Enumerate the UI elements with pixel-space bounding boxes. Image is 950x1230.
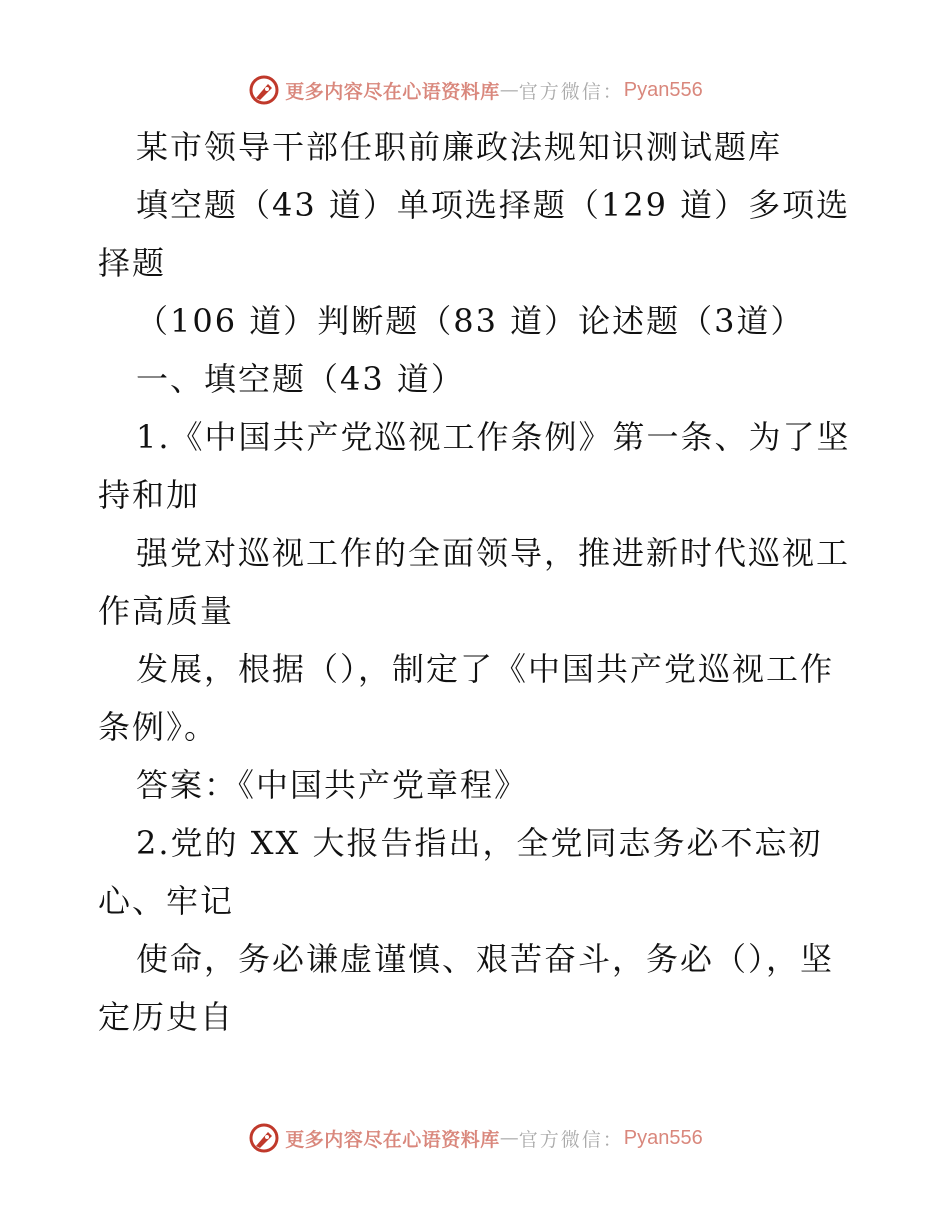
watermark-separator: — <box>499 79 519 101</box>
document-title: 某市领导干部任职前廉政法规知识测试题库 <box>136 128 783 166</box>
question-types-summary-continued: （106 道）判断题（83 道）论述题（3道） <box>136 302 805 340</box>
watermark-header <box>0 70 950 110</box>
watermark-wechat-id: Pyan556 <box>623 1126 703 1149</box>
question-types-summary: 填空题（43 道）单项选择题（129 道）多项选择题 <box>98 186 851 282</box>
question-2-continued: 使命，务必谦虚谨慎、艰苦奋斗，务必（），坚定历史自 <box>98 940 835 1036</box>
watermark-wechat-label: 官方微信： <box>518 1128 624 1151</box>
pen-nib-logo-icon <box>247 73 281 107</box>
question-2: 2.党的 XX 大报告指出，全党同志务必不忘初心、牢记 <box>98 824 823 920</box>
question-1: 1.《中国共产党巡视工作条例》第一条、为了坚持和加 <box>98 418 851 514</box>
pen-nib-logo-icon <box>247 1121 281 1155</box>
watermark-footer <box>0 1118 950 1158</box>
watermark-separator: — <box>499 1127 519 1149</box>
watermark-brand: 更多内容尽在心语资料库 <box>285 80 500 103</box>
answer-1: 答案：《中国共产党章程》 <box>136 766 529 804</box>
watermark-wechat-label: 官方微信： <box>518 80 624 103</box>
watermark-wechat-id: Pyan556 <box>623 78 703 101</box>
document-body <box>98 118 858 1046</box>
watermark-brand: 更多内容尽在心语资料库 <box>285 1128 500 1151</box>
section-heading: 一、填空题（43 道） <box>136 360 465 398</box>
question-1-continued-2: 发展，根据（），制定了《中国共产党巡视工作条例》。 <box>98 650 835 746</box>
question-1-continued: 强党对巡视工作的全面领导，推进新时代巡视工作高质量 <box>98 534 851 630</box>
